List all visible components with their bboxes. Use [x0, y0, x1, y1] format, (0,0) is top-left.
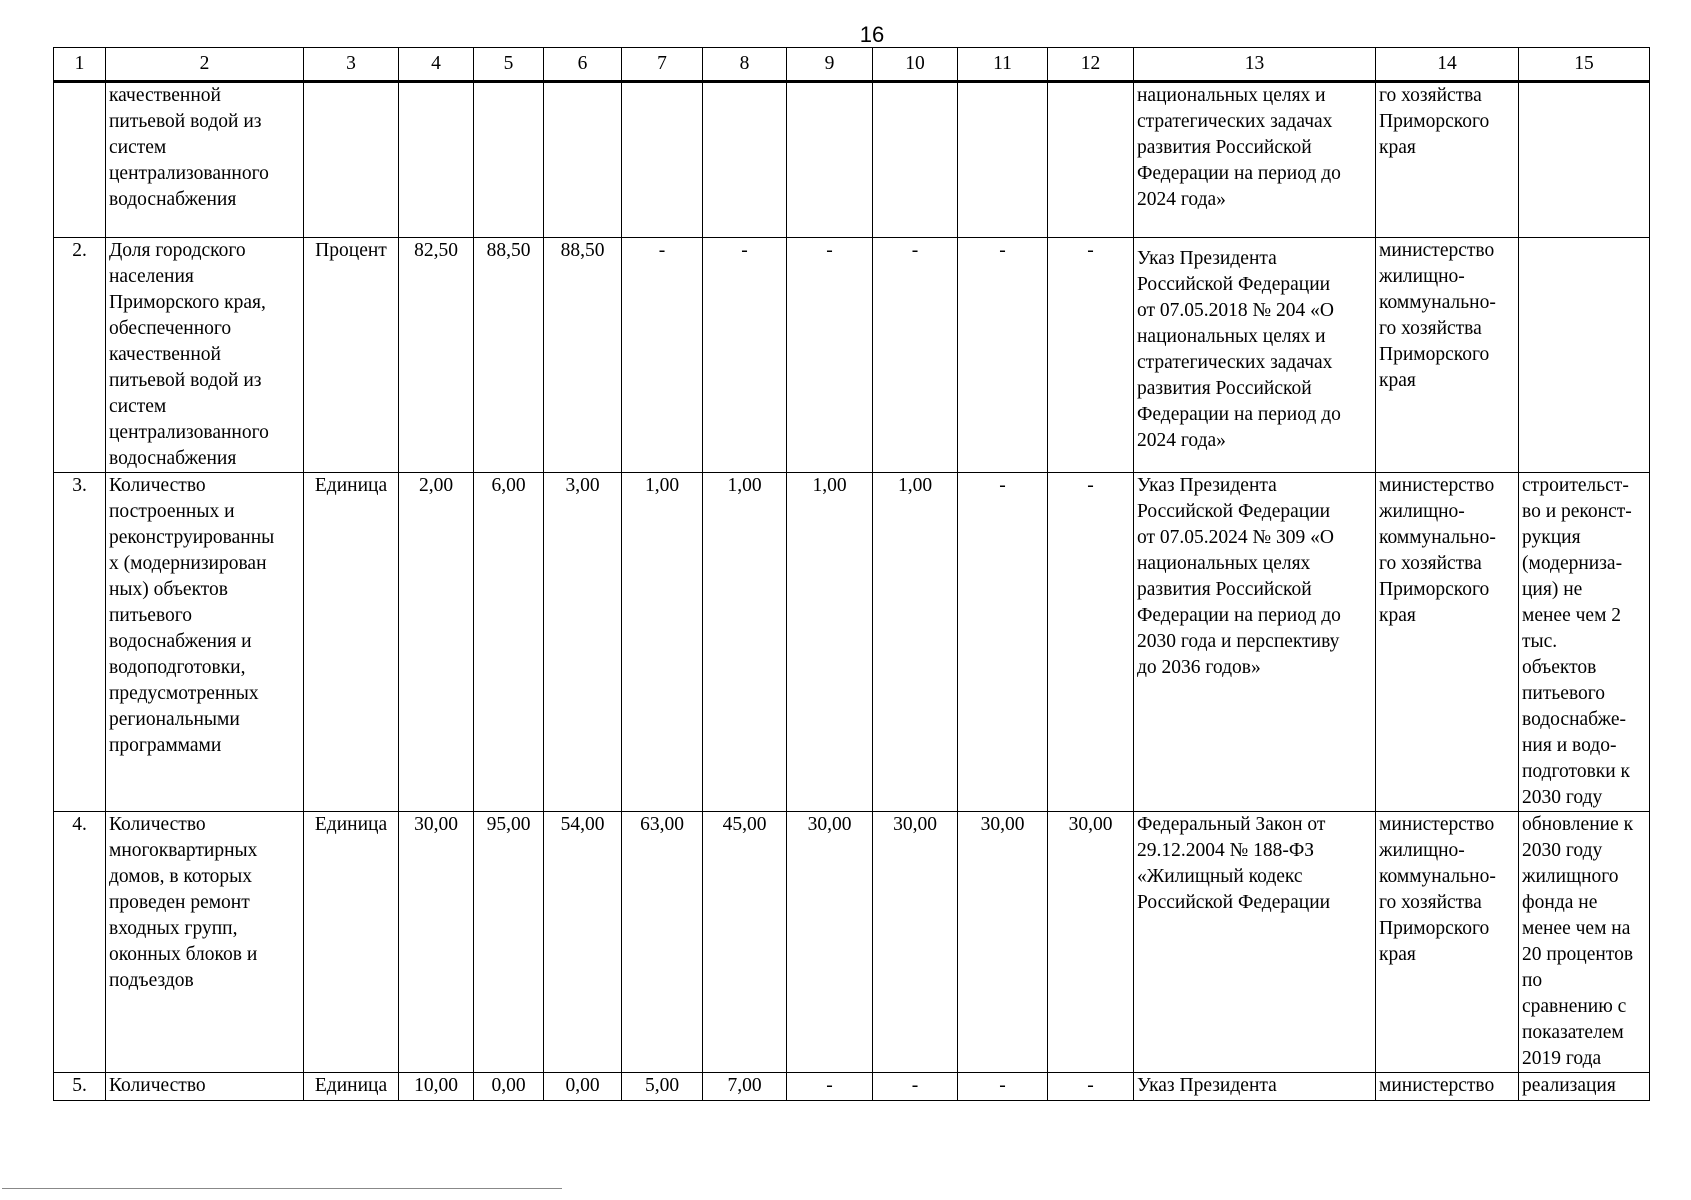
value-cell-text: -: [826, 240, 833, 261]
column-header-2: 2: [106, 48, 304, 82]
value-cell: [544, 812, 622, 1073]
row-number-cell-text: 3.: [72, 475, 87, 496]
table-row: [54, 473, 1650, 812]
indicator-name-cell: [106, 82, 304, 238]
value-cell: [399, 1073, 474, 1101]
unit-cell: [304, 473, 399, 812]
value-cell: [1048, 82, 1134, 238]
value-cell: [787, 473, 873, 812]
page-number: 16: [859, 22, 885, 47]
value-cell: [873, 82, 958, 238]
basis-cell: [1134, 473, 1376, 812]
value-cell: [787, 82, 873, 238]
table-row: [54, 1073, 1650, 1101]
table-row: [54, 238, 1650, 473]
value-cell-text: -: [1087, 1075, 1094, 1096]
responsible-cell: [1376, 238, 1519, 473]
basis-cell: [1134, 82, 1376, 238]
value-cell-text: 1,00: [727, 475, 762, 496]
value-cell-text: -: [999, 240, 1006, 261]
row-number-cell: [54, 238, 106, 473]
unit-cell: [304, 812, 399, 1073]
column-header-7: 7: [622, 48, 703, 82]
value-cell: [873, 473, 958, 812]
value-cell: [622, 812, 703, 1073]
row-number-cell-text: 2.: [72, 240, 87, 261]
value-cell: [958, 82, 1048, 238]
value-cell-text: 45,00: [722, 814, 767, 835]
note-cell: [1519, 1073, 1650, 1101]
value-cell: [399, 473, 474, 812]
value-cell-text: 95,00: [486, 814, 531, 835]
value-cell: [474, 238, 544, 473]
value-cell: [474, 473, 544, 812]
note-cell: [1519, 82, 1650, 238]
value-cell-text: 2,00: [418, 475, 454, 496]
basis-cell: [1134, 1073, 1376, 1101]
value-cell: [787, 812, 873, 1073]
row-number-cell-text: 5.: [72, 1075, 87, 1096]
value-cell: [958, 473, 1048, 812]
value-cell-text: 3,00: [565, 475, 600, 496]
value-cell-text: 88,50: [560, 240, 605, 261]
indicator-name-cell-text: Количество построенных и реконструированны х (модернизирован ных) объектов питьевого водоснабжения и водоподготовки, предусмотренных региональными программами: [109, 475, 275, 756]
value-cell-text: 30,00: [414, 814, 458, 835]
value-cell-text: -: [658, 240, 666, 261]
basis-cell: [1134, 238, 1376, 473]
row-number-cell: [54, 1073, 106, 1101]
indicator-name-cell-text: качественной питьевой водой из систем централизованного водоснабжения: [109, 85, 269, 210]
column-header-5: 5: [474, 48, 544, 82]
row-number-cell: [54, 473, 106, 812]
value-cell: [703, 82, 787, 238]
column-header-6: 6: [544, 48, 622, 82]
column-header-15: 15: [1519, 48, 1650, 82]
unit-cell: [304, 238, 399, 473]
unit-cell-text: Единица: [314, 814, 388, 835]
column-header-12: 12: [1048, 48, 1134, 82]
column-header-8: 8: [703, 48, 787, 82]
value-cell: [399, 238, 474, 473]
unit-cell-text: Процент: [315, 240, 387, 261]
note-cell: [1519, 473, 1650, 812]
value-cell-text: -: [999, 475, 1006, 496]
value-cell: [703, 238, 787, 473]
footer-rule: [2, 1188, 562, 1189]
value-cell: [873, 812, 958, 1073]
basis-cell-text: Указ Президента: [1137, 1075, 1277, 1096]
value-cell-text: -: [741, 240, 748, 261]
responsible-cell: [1376, 82, 1519, 238]
value-cell-text: 7,00: [727, 1075, 762, 1096]
indicator-name-cell: [106, 812, 304, 1073]
value-cell-text: -: [826, 1075, 833, 1096]
value-cell: [958, 238, 1048, 473]
value-cell: [622, 473, 703, 812]
value-cell: [474, 812, 544, 1073]
value-cell-text: 1,00: [897, 475, 933, 496]
value-cell: [703, 1073, 787, 1101]
note-cell-text: обновление к 2030 году жилищного фонда не менее чем на 20 процентов по сравнению с показателем 2019 года: [1522, 814, 1634, 1069]
value-cell: [787, 238, 873, 473]
basis-cell-text: национальных целях и стратегических задачах развития Российской Федерации на период до 2024 года»: [1137, 85, 1341, 210]
value-cell-text: 0,00: [491, 1075, 526, 1096]
value-cell-text: 63,00: [640, 814, 684, 835]
value-cell-text: 30,00: [1068, 814, 1113, 835]
value-cell-text: -: [999, 1075, 1006, 1096]
indicator-name-cell-text: Доля городского населения Приморского края, обеспеченного качественной питьевой водой из систем централизованного водоснабжения: [109, 240, 269, 469]
value-cell-text: -: [911, 1075, 919, 1096]
value-cell: [544, 82, 622, 238]
responsible-cell-text: министерство: [1379, 1075, 1495, 1096]
value-cell-text: 10,00: [414, 1075, 458, 1096]
value-cell-text: -: [1087, 240, 1094, 261]
table-row: [54, 812, 1650, 1073]
indicator-name-cell-text: Количество многоквартирных домов, в которых проведен ремонт входных групп, оконных блоков и подъездов: [109, 814, 258, 991]
value-cell: [544, 238, 622, 473]
indicator-name-cell: [106, 238, 304, 473]
value-cell: [1048, 1073, 1134, 1101]
value-cell: [958, 1073, 1048, 1101]
value-cell-text: 1,00: [812, 475, 847, 496]
value-cell-text: -: [1087, 475, 1094, 496]
value-cell: [1048, 238, 1134, 473]
note-cell-text: строительст- во и реконст- рукция (модерниза- ция) не менее чем 2 тыс. объектов питьевого водоснабже- ния и водо- подготовки к 2030 году: [1522, 475, 1632, 808]
unit-cell: [304, 82, 399, 238]
value-cell: [703, 473, 787, 812]
unit-cell-text: Единица: [314, 475, 388, 496]
value-cell-text: 30,00: [980, 814, 1025, 835]
row-number-cell: [54, 82, 106, 238]
value-cell: [787, 1073, 873, 1101]
indicator-name-cell: [106, 1073, 304, 1101]
note-cell-text: реализация: [1522, 1075, 1616, 1096]
column-header-11: 11: [958, 48, 1048, 82]
row-number-cell-text: 4.: [72, 814, 87, 835]
responsible-cell: [1376, 473, 1519, 812]
value-cell: [544, 1073, 622, 1101]
column-header-10: 10: [873, 48, 958, 82]
responsible-cell: [1376, 812, 1519, 1073]
unit-cell: [304, 1073, 399, 1101]
value-cell-text: 1,00: [644, 475, 680, 496]
note-cell: [1519, 812, 1650, 1073]
responsible-cell-text: министерство жилищно- коммунально- го хозяйства Приморского края: [1379, 240, 1496, 391]
note-cell: [1519, 238, 1650, 473]
responsible-cell-text: го хозяйства Приморского края: [1379, 85, 1490, 158]
indicators-table: [53, 47, 1650, 1101]
value-cell-text: 6,00: [491, 475, 526, 496]
value-cell: [958, 812, 1048, 1073]
value-cell: [474, 1073, 544, 1101]
value-cell-text: 82,50: [414, 240, 458, 261]
value-cell: [873, 238, 958, 473]
value-cell: [622, 82, 703, 238]
basis-cell: [1134, 812, 1376, 1073]
value-cell: [1048, 473, 1134, 812]
responsible-cell: [1376, 1073, 1519, 1101]
value-cell-text: 0,00: [565, 1075, 600, 1096]
value-cell: [622, 1073, 703, 1101]
indicator-name-cell: [106, 473, 304, 812]
value-cell: [703, 812, 787, 1073]
value-cell-text: 54,00: [560, 814, 605, 835]
column-header-3: 3: [304, 48, 399, 82]
column-header-14: 14: [1376, 48, 1519, 82]
value-cell-text: 5,00: [644, 1075, 680, 1096]
value-cell: [873, 1073, 958, 1101]
row-number-cell: [54, 812, 106, 1073]
value-cell: [622, 238, 703, 473]
value-cell: [474, 82, 544, 238]
basis-cell-text: Федеральный Закон от 29.12.2004 № 188-ФЗ «Жилищный кодекс Российской Федерации: [1137, 814, 1331, 913]
column-header-1: 1: [54, 48, 106, 82]
value-cell: [1048, 812, 1134, 1073]
value-cell-text: 30,00: [807, 814, 852, 835]
value-cell: [399, 812, 474, 1073]
responsible-cell-text: министерство жилищно- коммунально- го хозяйства Приморского края: [1379, 475, 1496, 626]
value-cell-text: -: [911, 240, 919, 261]
responsible-cell-text: министерство жилищно- коммунально- го хозяйства Приморского края: [1379, 814, 1496, 965]
column-number-row: [54, 48, 1650, 82]
basis-cell-text: Указ Президента Российской Федерации от 07.05.2018 № 204 «О национальных целях и стратегических задачах развития Российской Федерации на период до 2024 года»: [1137, 248, 1341, 451]
value-cell-text: 88,50: [486, 240, 531, 261]
column-header-13: 13: [1134, 48, 1376, 82]
unit-cell-text: Единица: [314, 1075, 388, 1096]
column-header-4: 4: [399, 48, 474, 82]
basis-cell-text: Указ Президента Российской Федерации от 07.05.2024 № 309 «О национальных целях развития Российской Федерации на период до 2030 года и перспективу до 2036 годов»: [1137, 475, 1341, 678]
value-cell: [399, 82, 474, 238]
table-row: [54, 82, 1650, 238]
value-cell-text: 30,00: [893, 814, 937, 835]
column-header-9: 9: [787, 48, 873, 82]
value-cell: [544, 473, 622, 812]
indicator-name-cell-text: Количество: [109, 1075, 206, 1096]
